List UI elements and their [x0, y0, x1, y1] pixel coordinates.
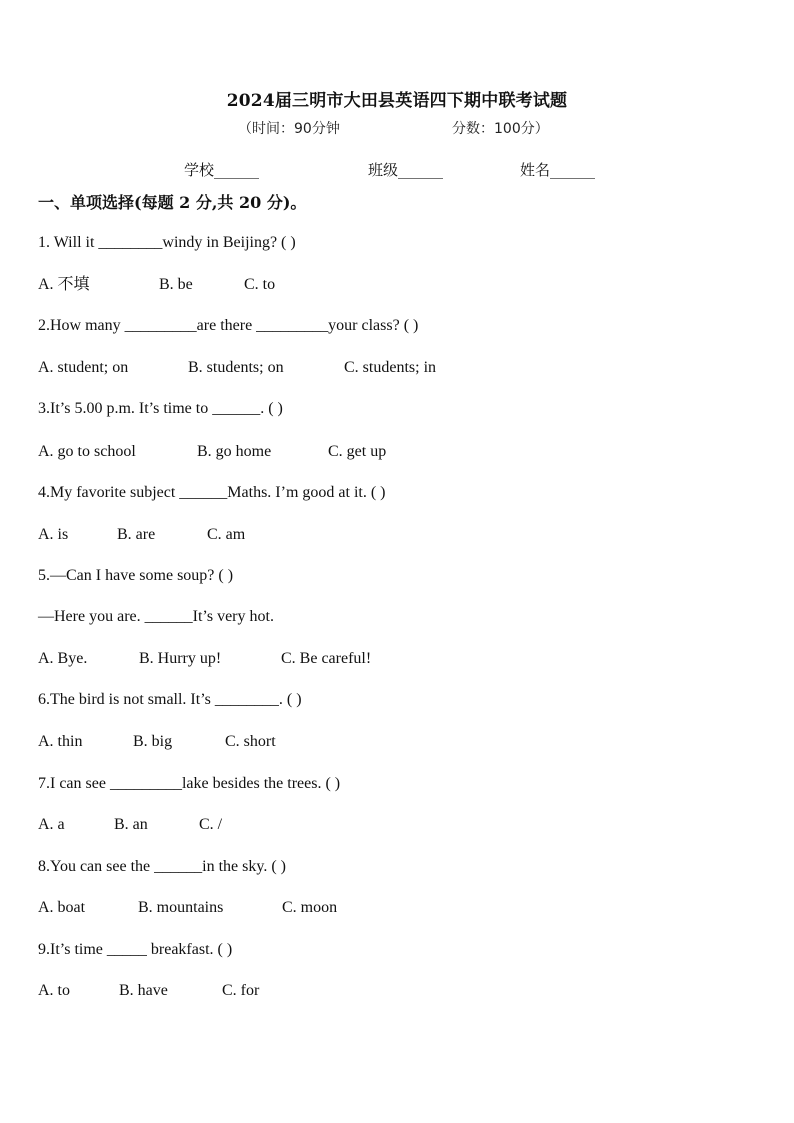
- exam-score: 分数：100分）: [452, 121, 549, 137]
- question-9-option-b[interactable]: B. have: [119, 982, 168, 999]
- question-5-option-b[interactable]: B. Hurry up!: [139, 650, 222, 667]
- question-5-stem-line-2: —Here you are. ______It’s very hot.: [38, 608, 274, 625]
- name-field: 姓名______: [520, 161, 596, 179]
- question-2-option-b[interactable]: B. students; on: [188, 359, 284, 376]
- question-5-stem: 5.—Can I have some soup? ( ): [38, 567, 234, 584]
- question-2-stem: 2.How many _________are there _________your class? ( ): [38, 317, 419, 334]
- school-field: 学校______: [184, 161, 260, 179]
- exam-title: 2024届三明市大田县英语四下期中联考试题: [226, 91, 568, 111]
- question-3-option-c[interactable]: C. get up: [328, 443, 387, 460]
- question-6-option-b[interactable]: B. big: [133, 733, 173, 750]
- question-6-option-a[interactable]: A. thin: [38, 733, 83, 750]
- question-9-option-c[interactable]: C. for: [222, 982, 260, 999]
- question-8-option-c[interactable]: C. moon: [282, 899, 338, 916]
- question-7-stem: 7.I can see _________lake besides the trees. ( ): [38, 775, 341, 792]
- question-7-option-b[interactable]: B. an: [114, 816, 148, 833]
- question-9-option-a[interactable]: A. to: [38, 982, 70, 999]
- question-4-option-a[interactable]: A. is: [38, 526, 69, 543]
- question-2-option-a[interactable]: A. student; on: [38, 359, 129, 376]
- question-4-option-c[interactable]: C. am: [207, 526, 246, 543]
- question-1-option-a[interactable]: A. 不填: [38, 276, 90, 293]
- question-8-option-b[interactable]: B. mountains: [138, 899, 224, 916]
- question-5-option-c[interactable]: C. Be careful!: [281, 650, 372, 667]
- question-3-option-a[interactable]: A. go to school: [38, 443, 136, 460]
- question-3-stem: 3.It’s 5.00 p.m. It’s time to ______. ( ): [38, 400, 283, 417]
- question-8-option-a[interactable]: A. boat: [38, 899, 86, 916]
- question-6-stem: 6.The bird is not small. It’s ________. ( ): [38, 691, 302, 708]
- question-7-option-a[interactable]: A. a: [38, 816, 65, 833]
- question-6-option-c[interactable]: C. short: [225, 733, 276, 750]
- question-9-stem: 9.It’s time _____ breakfast. ( ): [38, 941, 233, 958]
- question-2-option-c[interactable]: C. students; in: [344, 359, 437, 376]
- section-heading: 一、单项选择(每题 2 分,共 20 分)。: [38, 193, 307, 212]
- class-field: 班级______: [368, 161, 444, 179]
- question-7-option-c[interactable]: C. /: [199, 816, 223, 833]
- question-1-option-c[interactable]: C. to: [244, 276, 276, 293]
- question-8-stem: 8.You can see the ______in the sky. ( ): [38, 858, 286, 875]
- exam-time: （时间：90分钟: [238, 121, 340, 137]
- question-1-option-b[interactable]: B. be: [159, 276, 193, 293]
- question-4-option-b[interactable]: B. are: [117, 526, 156, 543]
- question-1-stem: 1. Will it ________windy in Beijing? ( ): [38, 234, 296, 251]
- question-4-stem: 4.My favorite subject ______Maths. I’m good at it. ( ): [38, 484, 386, 501]
- question-3-option-b[interactable]: B. go home: [197, 443, 272, 460]
- question-5-option-a[interactable]: A. Bye.: [38, 650, 88, 667]
